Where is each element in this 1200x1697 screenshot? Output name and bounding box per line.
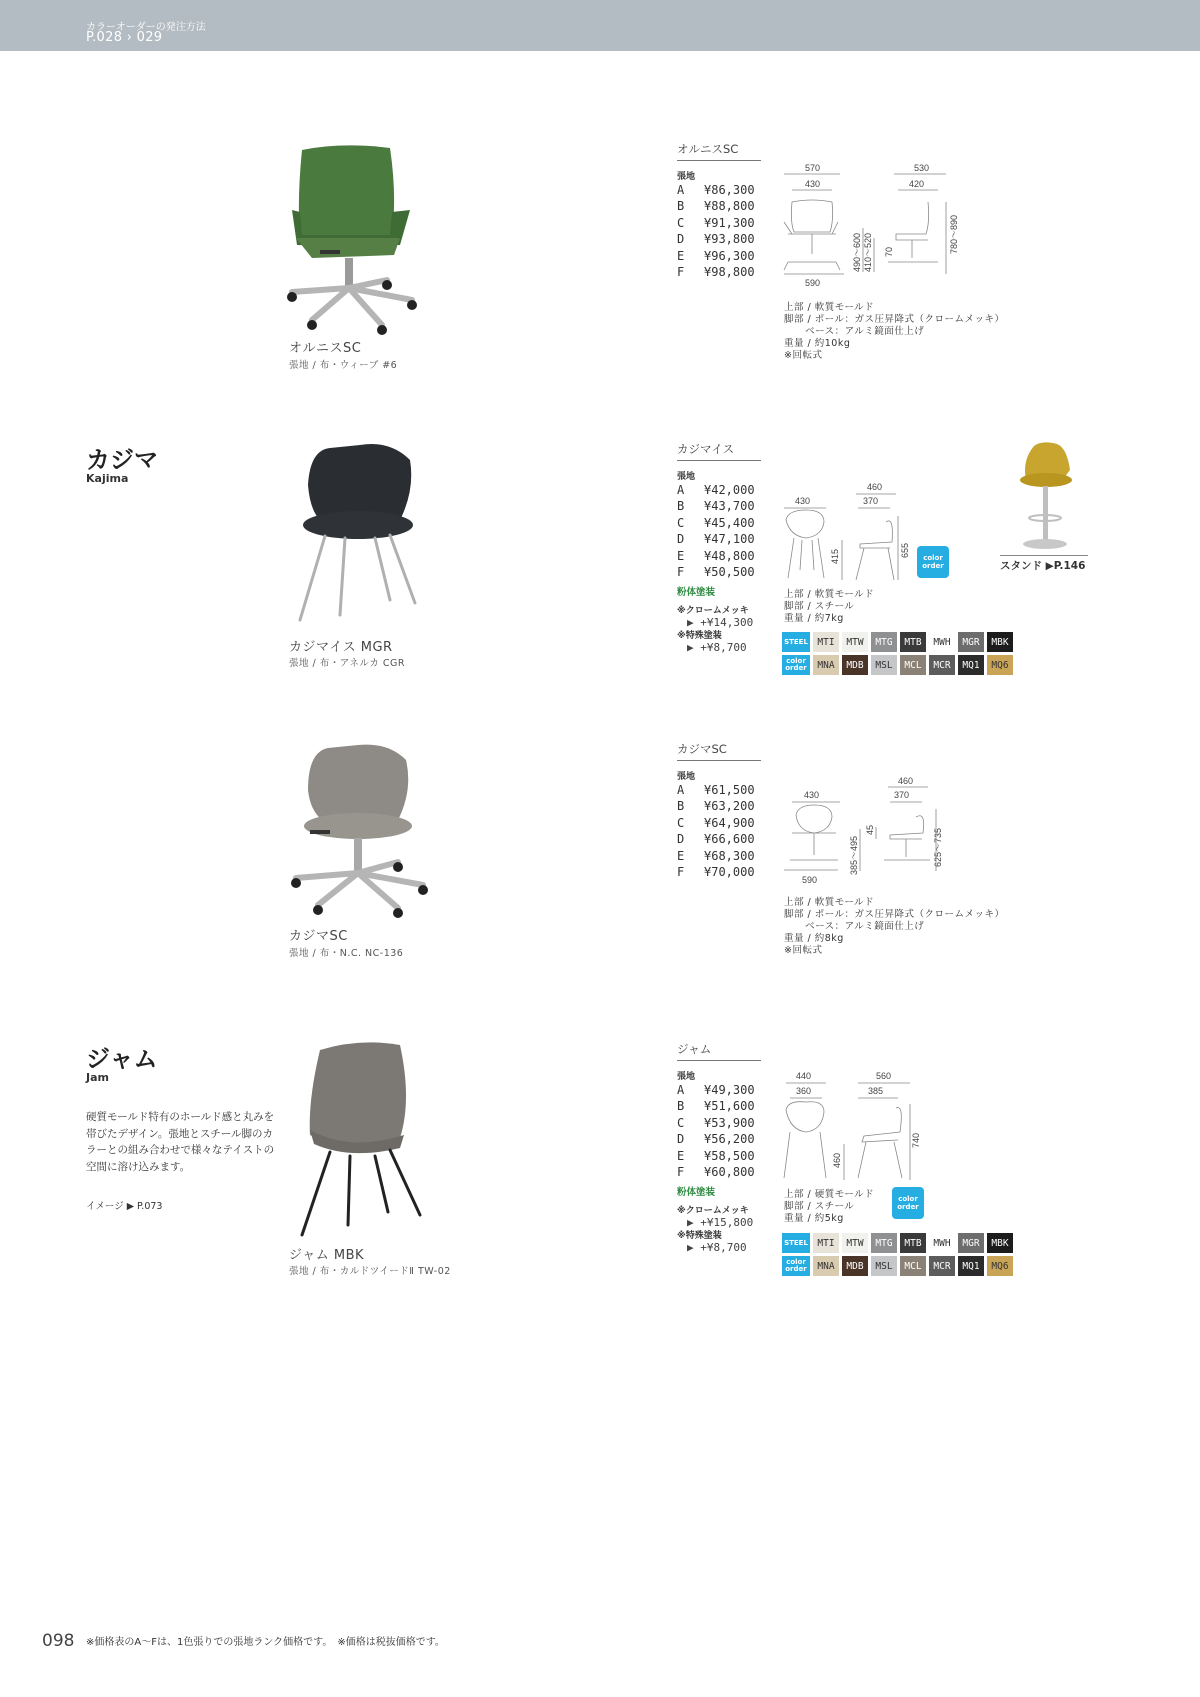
- grade-price: ¥66,600: [704, 832, 755, 847]
- swatch-code: MTG: [875, 1237, 893, 1249]
- grade-label: B: [677, 1099, 685, 1114]
- option-label: ※特殊塗装: [677, 1231, 722, 1242]
- grade-price: ¥56,200: [704, 1132, 755, 1147]
- dim-label: 440: [796, 1071, 812, 1081]
- grade-label: F: [677, 265, 685, 280]
- price-head: 張地: [677, 172, 696, 182]
- option-price: ▶ +¥14,300: [687, 616, 754, 630]
- grade-price: ¥61,500: [704, 783, 755, 797]
- swatch-code: MDB: [846, 1260, 864, 1272]
- dimension-drawing-kajima: [778, 480, 918, 580]
- series-title-jam: ジャム: [86, 1045, 158, 1073]
- spec-item: 重量 / 約5kg: [784, 1213, 844, 1224]
- spec-list-kajima: [784, 589, 874, 625]
- swatch-code: MQ1: [962, 1260, 980, 1272]
- grade-label: D: [677, 832, 685, 847]
- swatch-chip[interactable]: [871, 655, 897, 675]
- grade-label: E: [677, 548, 685, 563]
- swatch-chip[interactable]: [813, 1256, 839, 1276]
- image-ref-link[interactable]: イメージ ▶ P.073: [86, 1201, 163, 1212]
- price-block-jam: [677, 1041, 761, 1254]
- spec-item: 重量 / 約7kg: [784, 613, 844, 624]
- footer-note: ※価格表のA〜Fは、1色張りでの張地ランク価格です。 ※価格は税抜価格です。: [86, 1637, 445, 1648]
- price-head: 張地: [677, 1072, 696, 1082]
- swatch-code: MTB: [904, 1237, 922, 1249]
- grade-price: ¥60,800: [704, 1165, 755, 1180]
- spec-item: 上部 / 軟質モールド: [784, 302, 875, 313]
- grade-label: E: [677, 848, 685, 863]
- product-name: カジマイス MGR: [289, 640, 393, 655]
- spec-item: 重量 / 約10kg: [784, 338, 851, 349]
- dim-label: 45: [865, 824, 875, 835]
- option-price: ▶ +¥15,800: [687, 1216, 754, 1230]
- grade-price: ¥86,300: [704, 183, 755, 197]
- grade-price: ¥63,200: [704, 799, 755, 814]
- swatch-code: MWH: [933, 636, 951, 648]
- swatch-code: MSL: [875, 659, 893, 671]
- header-page-link[interactable]: P.028 › 029: [86, 30, 163, 45]
- swatch-code: MNA: [817, 1260, 835, 1272]
- swatch-code: MTW: [846, 636, 864, 648]
- swatch-chip[interactable]: [987, 1233, 1013, 1253]
- price-block-title: ジャム: [677, 1041, 761, 1061]
- spec-item: 脚部 / ポール：ガス圧昇降式（クロームメッキ）: [784, 314, 1005, 325]
- spec-item: ベース：アルミ鏡面仕上げ: [784, 326, 925, 337]
- swatch-chip[interactable]: [929, 632, 955, 652]
- series-title-kajima: カジマ: [86, 446, 158, 474]
- spec-item: 上部 / 軟質モールド: [784, 897, 875, 908]
- grade-label: F: [677, 565, 685, 580]
- option-price: ▶ +¥8,700: [687, 641, 747, 655]
- dim-label: 370: [894, 790, 910, 800]
- swatch-chip[interactable]: [987, 632, 1013, 652]
- grade-label: A: [677, 783, 685, 797]
- swatch-chip[interactable]: [900, 632, 926, 652]
- paint-note: 粉体塗装: [677, 1187, 716, 1199]
- series-subtitle-jam: Jam: [86, 1071, 109, 1084]
- option-price: ▶ +¥8,700: [687, 1241, 747, 1255]
- color-order-tag: color order: [782, 655, 810, 675]
- page-number: 098: [42, 1631, 75, 1651]
- dim-label: 780～890: [949, 214, 959, 254]
- grade-label: A: [677, 183, 685, 197]
- product-fabric: 張地 / 布・N.C. NC-136: [289, 948, 404, 959]
- color-swatches-jam: [782, 1233, 1013, 1276]
- dim-label: 415: [830, 548, 840, 564]
- grade-label: B: [677, 199, 685, 214]
- dim-label: 460: [867, 482, 883, 492]
- grade-price: ¥47,100: [704, 532, 755, 547]
- swatch-code: MBK: [991, 636, 1009, 648]
- swatch-code: MQ1: [962, 659, 980, 671]
- grade-label: E: [677, 1148, 685, 1163]
- dimension-drawing-orunis: [778, 162, 978, 292]
- grade-label: B: [677, 799, 685, 814]
- stand-chair-photo: [1012, 440, 1082, 552]
- swatch-code: MSL: [875, 1260, 893, 1272]
- grade-price: ¥68,300: [704, 848, 755, 863]
- option-label: ※特殊塗装: [677, 631, 722, 642]
- spec-item: 脚部 / スチール: [784, 601, 855, 612]
- swatch-code: MCL: [904, 1260, 922, 1272]
- grade-price: ¥70,000: [704, 865, 755, 880]
- grade-label: C: [677, 1115, 685, 1130]
- spec-item: ※回転式: [784, 945, 823, 956]
- swatch-code: MCR: [933, 659, 951, 671]
- swatch-code: MQ6: [991, 1260, 1009, 1272]
- swatch-code: MDB: [846, 659, 864, 671]
- price-block-title: オルニスSC: [677, 141, 761, 161]
- swatch-chip[interactable]: [900, 1233, 926, 1253]
- grade-price: ¥91,300: [704, 215, 755, 230]
- swatch-chip[interactable]: [987, 1256, 1013, 1276]
- dim-label: 590: [805, 278, 821, 288]
- swatch-chip[interactable]: [842, 655, 868, 675]
- product-photo-jam: [290, 1040, 430, 1240]
- stand-page-link[interactable]: スタンド ▶P.146: [1000, 560, 1086, 572]
- grade-label: A: [677, 1083, 685, 1097]
- dim-label: 530: [914, 163, 930, 173]
- spec-item: 脚部 / ポール：ガス圧昇降式（クロームメッキ）: [784, 909, 1005, 920]
- dim-label: 370: [863, 496, 879, 506]
- swatch-chip[interactable]: [842, 632, 868, 652]
- swatch-code: MQ6: [991, 659, 1009, 671]
- swatch-chip[interactable]: [900, 1256, 926, 1276]
- spec-item: 重量 / 約8kg: [784, 933, 844, 944]
- color-order-tag: color order: [782, 1256, 810, 1276]
- swatch-code: MWH: [933, 1237, 951, 1249]
- swatch-code: MGR: [962, 636, 980, 648]
- dim-label: 360: [796, 1086, 812, 1096]
- dimension-drawing-jam: [778, 1070, 938, 1185]
- color-swatches-kajima: [782, 632, 1013, 675]
- dim-label: 460: [898, 776, 914, 786]
- dim-label: 385～495: [849, 835, 859, 875]
- swatch-code: MTB: [904, 636, 922, 648]
- stand-underline: [1000, 555, 1088, 556]
- dim-label: 655: [900, 542, 910, 558]
- grade-label: D: [677, 1132, 685, 1147]
- color-order-badge: color order: [917, 546, 949, 578]
- price-block-title: カジマSC: [677, 741, 761, 761]
- grade-price: ¥58,500: [704, 1148, 755, 1163]
- swatch-chip[interactable]: [900, 655, 926, 675]
- spec-list-jam: [784, 1189, 874, 1225]
- swatch-code: MCR: [933, 1260, 951, 1272]
- swatch-chip[interactable]: [958, 655, 984, 675]
- grade-label: E: [677, 248, 685, 263]
- steel-tag: STEEL: [782, 632, 810, 652]
- swatch-chip[interactable]: [842, 1233, 868, 1253]
- swatch-chip[interactable]: [813, 655, 839, 675]
- grade-label: D: [677, 532, 685, 547]
- swatch-chip[interactable]: [929, 1256, 955, 1276]
- grade-price: ¥53,900: [704, 1115, 755, 1130]
- series-subtitle-kajima: Kajima: [86, 472, 129, 485]
- dim-label: 420: [909, 179, 925, 189]
- swatch-chip[interactable]: [813, 632, 839, 652]
- grade-price: ¥98,800: [704, 265, 755, 280]
- grade-price: ¥43,700: [704, 499, 755, 514]
- dim-label: 740: [911, 1132, 921, 1148]
- grade-label: C: [677, 515, 685, 530]
- dimension-drawing-kajima-sc: [778, 775, 958, 890]
- swatch-code: MNA: [817, 659, 835, 671]
- swatch-chip[interactable]: [929, 1233, 955, 1253]
- series-description: 硬質モールド特有のホールド感と丸みを帯びたデザイン。張地とスチール脚のカラーとの組み合わせで様々なテイストの空間に溶け込みます。: [86, 1111, 275, 1173]
- product-fabric: 張地 / 布・カルドツイードⅡ TW-02: [289, 1266, 451, 1277]
- product-name: カジマSC: [289, 929, 348, 944]
- price-block-title: カジマイス: [677, 441, 761, 461]
- product-name: ジャム MBK: [289, 1248, 365, 1263]
- swatch-chip[interactable]: [987, 655, 1013, 675]
- dim-label: 410～520: [863, 232, 873, 272]
- grade-label: C: [677, 215, 685, 230]
- price-head: 張地: [677, 472, 696, 482]
- spec-list-kajima-sc: [784, 897, 1005, 957]
- dim-label: 460: [832, 1152, 842, 1168]
- swatch-code: MGR: [962, 1237, 980, 1249]
- product-fabric: 張地 / 布・ウィーブ #6: [289, 360, 398, 371]
- swatch-code: MBK: [991, 1237, 1009, 1249]
- grade-price: ¥51,600: [704, 1099, 755, 1114]
- swatch-chip[interactable]: [871, 1256, 897, 1276]
- header-section-label: カラーオーダーの発注方法: [86, 22, 206, 33]
- grade-price: ¥96,300: [704, 248, 755, 263]
- product-name: オルニスSC: [289, 341, 362, 356]
- swatch-chip[interactable]: [871, 1233, 897, 1253]
- swatch-code: MTI: [817, 636, 835, 648]
- grade-price: ¥64,900: [704, 815, 755, 830]
- grade-price: ¥48,800: [704, 548, 755, 563]
- spec-item: ※回転式: [784, 350, 823, 361]
- product-photo-orunis: [282, 140, 442, 340]
- dim-label: 430: [805, 179, 821, 189]
- grade-label: F: [677, 1165, 685, 1180]
- grade-price: ¥45,400: [704, 515, 755, 530]
- swatch-chip[interactable]: [813, 1233, 839, 1253]
- swatch-chip[interactable]: [958, 1233, 984, 1253]
- option-label: ※クロームメッキ: [677, 1206, 749, 1217]
- dim-label: 560: [876, 1071, 892, 1081]
- grade-label: F: [677, 865, 685, 880]
- grade-price: ¥50,500: [704, 565, 755, 580]
- grade-label: C: [677, 815, 685, 830]
- dim-label: 70: [884, 246, 894, 257]
- dim-label: 430: [804, 790, 820, 800]
- color-order-badge: color order: [892, 1187, 924, 1219]
- spec-item: 上部 / 硬質モールド: [784, 1189, 875, 1200]
- spec-item: 脚部 / スチール: [784, 1201, 855, 1212]
- grade-label: D: [677, 232, 685, 247]
- price-head: 張地: [677, 772, 696, 782]
- dim-label: 385: [868, 1086, 884, 1096]
- swatch-code: MTG: [875, 636, 893, 648]
- swatch-chip[interactable]: [929, 655, 955, 675]
- dim-label: 590: [802, 875, 818, 885]
- swatch-chip[interactable]: [871, 632, 897, 652]
- product-fabric: 張地 / 布・アネルカ CGR: [289, 658, 405, 669]
- spec-item: 上部 / 軟質モールド: [784, 589, 875, 600]
- grade-price: ¥88,800: [704, 199, 755, 214]
- paint-note: 粉体塗装: [677, 587, 716, 599]
- page-header: [0, 0, 1200, 51]
- swatch-code: MTI: [817, 1237, 835, 1249]
- price-block-kajima-sc: [677, 741, 761, 880]
- swatch-code: MCL: [904, 659, 922, 671]
- product-photo-kajima: [290, 440, 430, 630]
- dim-label: 430: [795, 496, 811, 506]
- grade-price: ¥42,000: [704, 483, 755, 497]
- swatch-chip[interactable]: [842, 1256, 868, 1276]
- option-label: ※クロームメッキ: [677, 606, 749, 617]
- spec-list-orunis: [784, 302, 1005, 362]
- grade-label: B: [677, 499, 685, 514]
- price-block-kajima: [677, 441, 761, 654]
- swatch-chip[interactable]: [958, 1256, 984, 1276]
- steel-tag: STEEL: [782, 1233, 810, 1253]
- dim-label: 570: [805, 163, 821, 173]
- grade-label: A: [677, 483, 685, 497]
- price-block-orunis: [677, 141, 761, 280]
- dim-label: 490～600: [852, 232, 862, 272]
- dim-label: 625～735: [933, 827, 943, 867]
- grade-price: ¥49,300: [704, 1083, 755, 1097]
- swatch-code: MTW: [846, 1237, 864, 1249]
- grade-price: ¥93,800: [704, 232, 755, 247]
- swatch-chip[interactable]: [958, 632, 984, 652]
- spec-item: ベース：アルミ鏡面仕上げ: [784, 921, 925, 932]
- product-photo-kajima-sc: [288, 740, 438, 920]
